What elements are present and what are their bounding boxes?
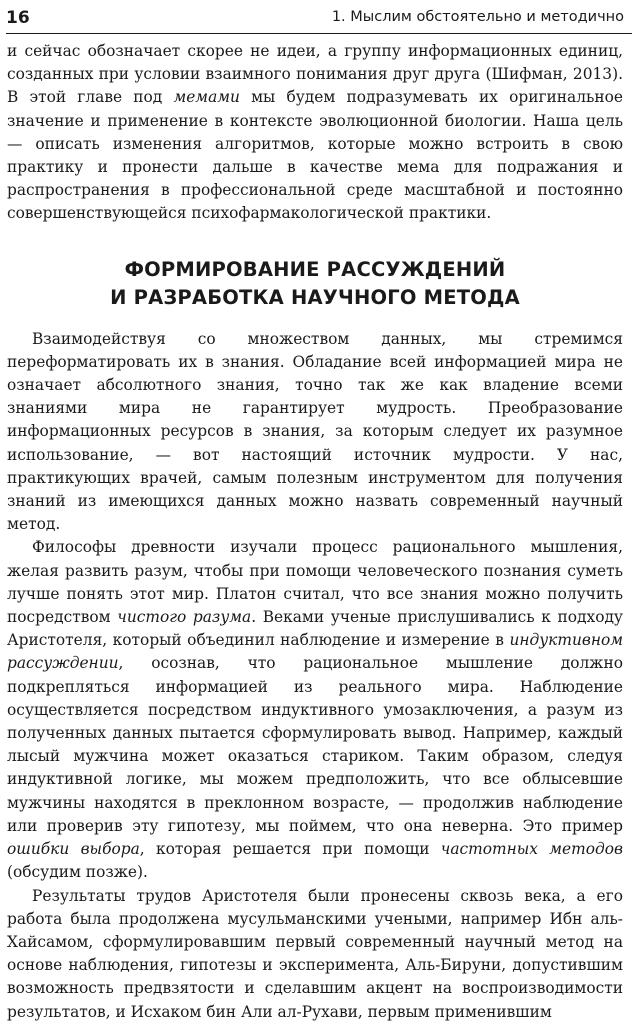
p3-text-b: . Веками ученые прислушивались к подходу Аристотеля, который объединил наблюдение и измерение в: [7, 608, 623, 650]
running-head: 1. Мыслим обстоятельно и методично: [331, 9, 624, 25]
paragraph-data-to-knowledge: Взаимодействуя со множеством данных, мы стремимся переформатировать их в знания. Обладание всей информацией мира не означает абсолютного знания, точно так же как владение всеми знаниями мира не гарантирует мудрость. Преобразование информационных ресурсов в знания, за которым следует их разумное использование, — вот настоящий источник мудрости. У нас, практикующих врачей, самым полезным инструментом для получения знаний из имеющихся данных можно назвать современный научный метод.: [7, 329, 623, 534]
intro-text-b: мы будем подразумевать их оригинальное значение и применение в контексте эволюционной биологии. Наша цель — описать изменения алгоритмов, которые можно встроить в свою практику и пронести дальше в качестве мема для подражания и распространения в профессиональной среде масштабной и постоянно совершенствующейся психофармакологической практики.: [7, 88, 624, 223]
p3-text-a: Философы древности изучали процесс рационального мышления, желая развить разум, чтобы при помощи человеческого познания суметь лучше понять этот мир. Платон считал, что все знания можно получить посредством: [7, 538, 623, 627]
header-rule: [6, 33, 632, 34]
paragraph-aristotle-legacy: Результаты трудов Аристотеля были пронесены сквозь века, а его работа была продолжена мусульманскими учеными, например Ибн аль-Хайсамом, сформулировавшим первый современный научный метод на основе наблюдения, гипотезы и эксперимента, Аль-Бируни, допустившим возможность предвзятости и сделавшим акцент на воспроизводимости результатов, и Исхаком бин Али ал-Рухави, первым применившим: [7, 886, 623, 1021]
section-heading: [7, 256, 623, 312]
page-number: 16: [6, 8, 30, 28]
p3-text-c: , осознав, что рациональное мышление должно подкрепляться информацией из реального мира. Наблюдение осуществляется посредством индуктивного умозаключения, а разум из полученных данных пытается сформулировать вывод. Например, каждый лысый мужчина может оказаться стариком. Таким образом, следуя индуктивной логике, мы можем предположить, что все облысевшие мужчины находятся в преклонном возрасте, — продолжив наблюдение или проверив эту гипотезу, мы поймем, что она неверна. Это пример: [7, 654, 623, 835]
paragraph-ancient-philosophers: [7, 536, 623, 884]
section-heading-line-2: И РАЗРАБОТКА НАУЧНОГО МЕТОДА: [110, 285, 520, 309]
p3-text-e: (обсудим позже).: [7, 863, 148, 882]
page-header: [0, 0, 640, 34]
page-body: [7, 40, 623, 1024]
section-heading-line-1: ФОРМИРОВАНИЕ РАССУЖДЕНИЙ: [124, 257, 506, 281]
p3-emphasis-selection-error: ошибки выбора: [7, 840, 140, 859]
intro-emphasis-memes: мемами: [173, 88, 240, 107]
p3-emphasis-pure-reason: чистого разума: [117, 608, 252, 627]
intro-text-a: и сейчас обозначает скорее не идеи, а группу информационных единиц, созданных при условии взаимного понимания друг друга (Шифман, 2013). В этой главе под: [7, 42, 623, 107]
p3-text-d: , которая решается при помощи: [139, 840, 441, 859]
p3-emphasis-frequency-methods: частотных методов: [440, 840, 623, 859]
intro-paragraph: [7, 40, 623, 226]
p3-emphasis-inductive-reasoning: индуктивном рассуждении: [7, 631, 623, 673]
